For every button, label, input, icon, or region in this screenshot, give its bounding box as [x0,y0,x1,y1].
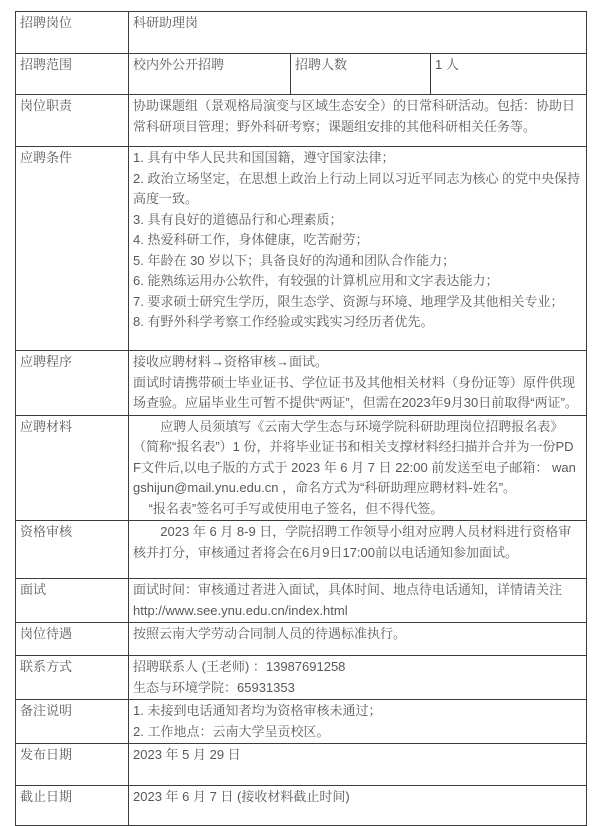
paragraph-line: 接收应聘材料→资格审核→面试。 [133,354,329,369]
row-header-contact-info: 联系方式 [16,656,129,700]
paragraph-line: 7. 要求硕士研究生学历，限生态学、资源与环境、地理学及其他相关专业； [133,293,564,309]
paragraph-line: 按照云南大学劳动合同制人员的待遇标准执行。 [133,626,407,641]
cell-job-duties [129,95,587,147]
table-row-recruit-position [16,12,587,54]
recruitment-table [15,11,587,826]
table-row-application-procedure [16,351,587,416]
row-header-publish-date: 发布日期 [16,744,129,786]
application-materials-instructions: 应聘人员须填写《云南大学生态与环境学院科研助理岗位招聘报名表》（简称“报名表”）1 份，并将毕业证书和相关支撑材料经扫描并合并为一份PDF文件后,以电子版的方式于 2023 年 6 月 7 日 22:00 前发送至电子邮箱： wangshijun@mail.ynu.edu.cn ，命名方式为“科研助理应聘材料-姓名”。 [133,418,576,495]
row-header-job-benefits: 岗位待遇 [16,623,129,656]
table-row-contact-info [16,656,587,700]
table-row-publish-date [16,744,587,786]
interview-website-url: http://www.see.ynu.edu.cn/index.html [133,602,348,618]
paragraph-line: 2. 工作地点：云南大学呈贡校区。 [133,723,330,739]
table-row-job-benefits [16,623,587,656]
paragraph-line: 2. 政治立场坚定，在思想上政治上行动上同以习近平同志为核心 的党中央保持高度一致。 [133,170,581,206]
cell-recruit-scope-2 [431,54,587,95]
row-header-application-procedure: 应聘程序 [16,351,129,416]
table-row-application-requirements [16,147,587,351]
paragraph-line: 协助课题组（景观格局演变与区域生态安全）的日常科研活动。包括：协助日常科研项目管理；野外科研考察；课题组安排的其他科研相关任务等。 [133,98,576,134]
cell-remarks [129,700,587,744]
table-row-recruit-scope [16,54,587,95]
paragraph-line: 4. 热爱科研工作，身体健康，吃苦耐劳； [133,232,369,247]
row-header-qualification-review: 资格审核 [16,521,129,579]
table-row-job-duties [16,95,587,147]
table-row-qualification-review [16,521,587,579]
cell-qualification-review [129,521,587,579]
paragraph-line: 2023 年 5 月 29 日 [133,747,241,762]
table-row-remarks [16,700,587,744]
cell-application-procedure [129,351,587,416]
cell-recruit-scope-0 [129,54,291,95]
row-header-application-materials: 应聘材料 [16,415,129,521]
signature-note: “报名表”签名可手写或使用电子签名，但不得代签。 [148,500,444,516]
cell-interview [129,579,587,623]
paragraph-line: 3. 具有良好的道德品行和心理素质； [133,211,343,227]
paragraph-line: 面试时请携带硕士毕业证书、学位证书及其他相关材料（身份证等）原件供现场查验。应届毕业生可暂不提供“两证”，但需在2023年9月30日前取得“两证”。 [133,374,578,410]
row-header-application-requirements: 应聘条件 [16,147,129,351]
contact-person-phone: 招聘联系人 (王老师) ：13987691258 [133,659,346,674]
paragraph-line: 8. 有野外科学考察工作经验或实践实习经历者优先。 [133,314,434,329]
college-phone: 生态与环境学院：65931353 [133,679,295,695]
table-row-deadline-date [16,786,587,826]
cell-application-materials [129,415,587,521]
cell-application-requirements [129,147,587,351]
row-header-recruit-position: 招聘岗位 [16,12,129,54]
row-header-deadline-date: 截止日期 [16,786,129,826]
paragraph-line: 6. 能熟练运用办公软件，有较强的计算机应用和文字表达能力； [133,273,499,288]
row-header-job-duties: 岗位职责 [16,95,129,147]
cell-recruit-position [129,12,587,54]
cell-recruit-scope-1 [291,54,431,95]
cell-job-benefits [129,623,587,656]
table-row-interview [16,579,587,623]
paragraph-line: 5. 年龄在 30 岁以下；具备良好的沟通和团队合作能力； [133,252,456,268]
paragraph-line: 2023 年 6 月 8-9 日，学院招聘工作领导小组对应聘人员材料进行资格审核并打分，审核通过者将会在6月9日17:00前以电话通知参加面试。 [133,524,572,560]
cell-deadline-date [129,786,587,826]
row-header-remarks: 备注说明 [16,700,129,744]
recruitment-table-body [16,12,587,826]
table-row-application-materials [16,415,587,521]
cell-publish-date [129,744,587,786]
paragraph-line: 招聘人数 [295,57,348,72]
row-header-recruit-scope: 招聘范围 [16,54,129,95]
paragraph-line: 1. 未接到电话通知者均为资格审核未通过； [133,703,382,718]
paragraph-line: 1. 具有中华人民共和国国籍，遵守国家法律； [133,150,395,165]
paragraph-line: 面试时间：审核通过者进入面试，具体时间、地点待电话通知，详情请关注 [133,582,563,597]
cell-contact-info [129,656,587,700]
paragraph-line: 科研助理岗 [133,15,199,30]
row-header-interview: 面试 [16,579,129,623]
paragraph-line: 2023 年 6 月 7 日 (接收材料截止时间) [133,789,350,804]
paragraph-line: 校内外公开招聘 [133,57,225,72]
paragraph-line: 1 人 [435,57,459,72]
